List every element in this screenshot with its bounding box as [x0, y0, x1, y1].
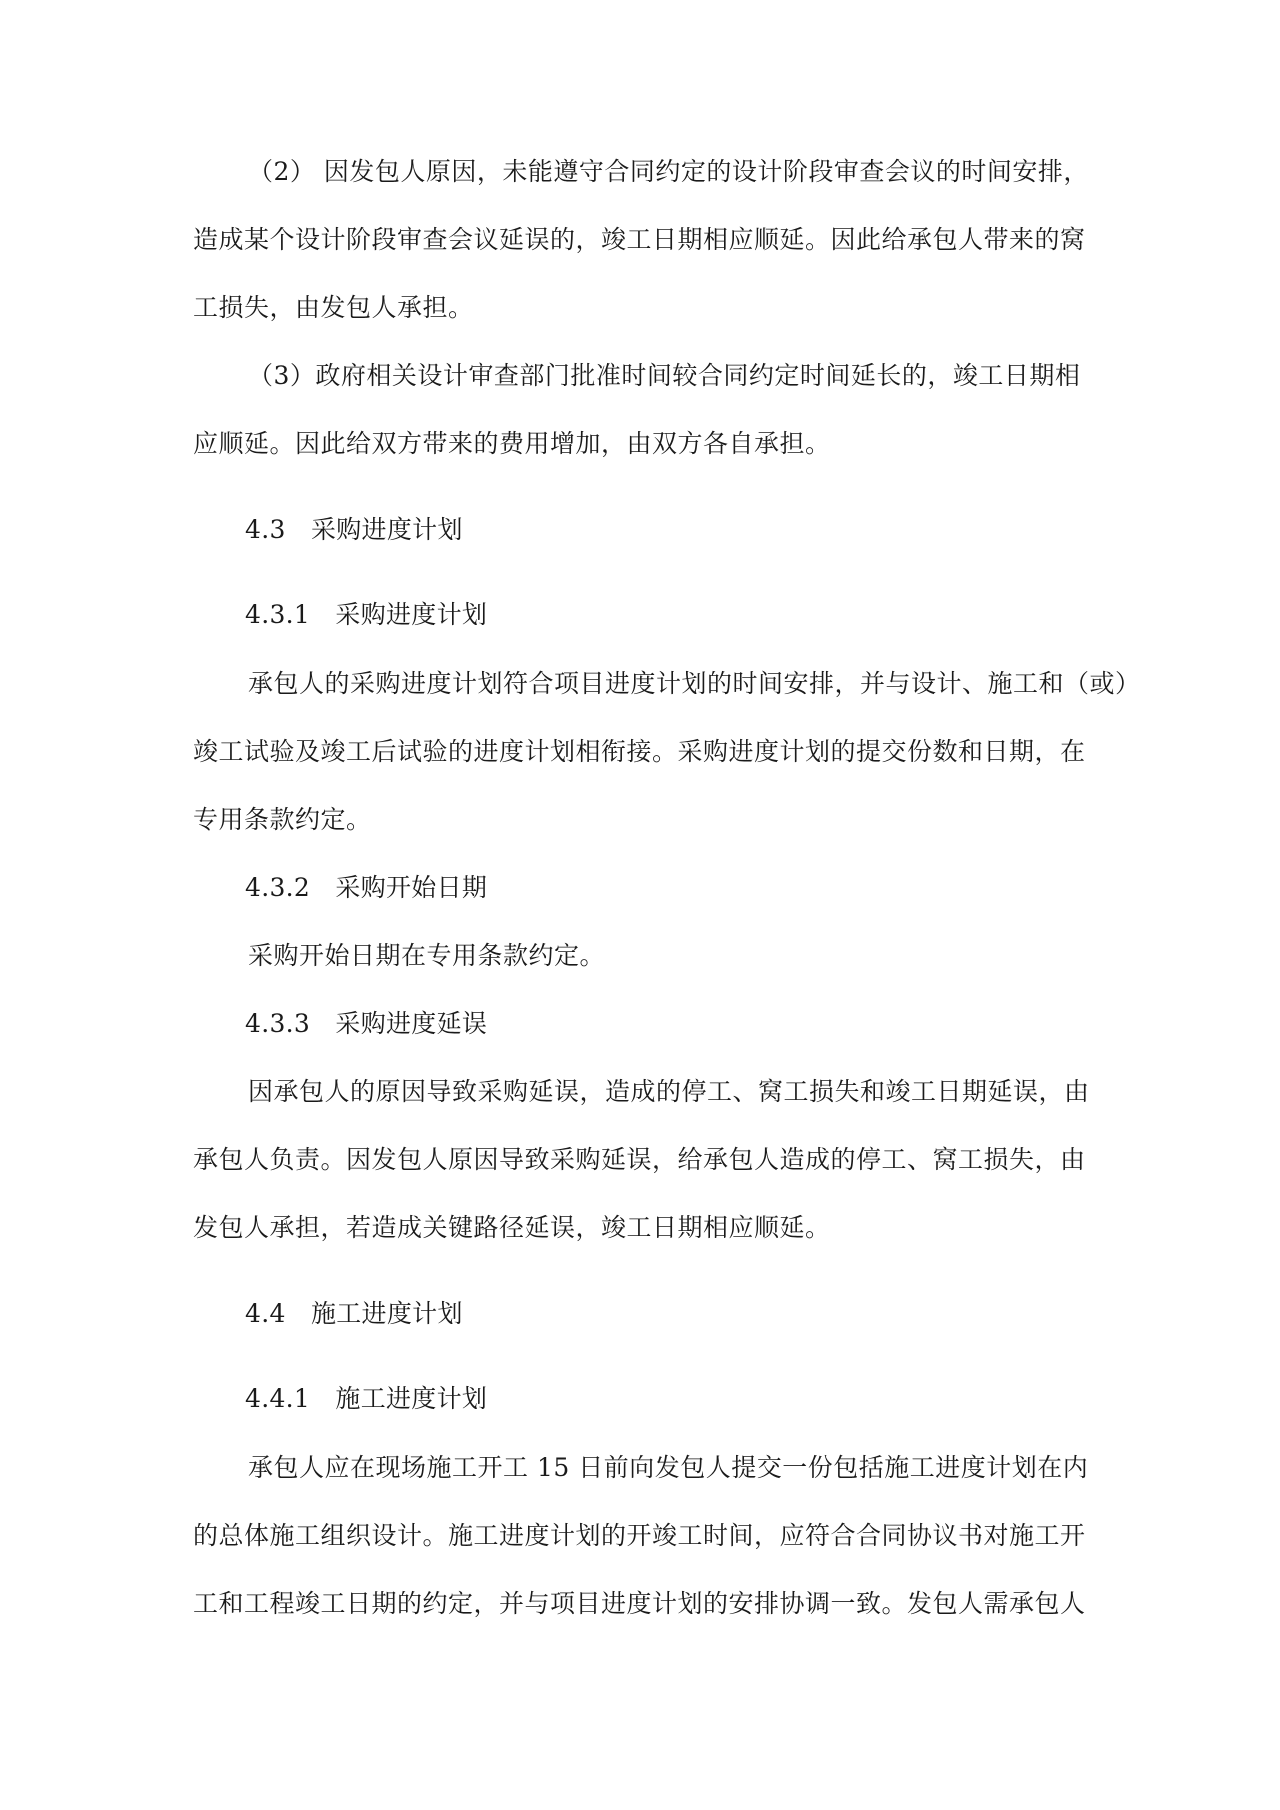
paragraph-line: 承包人应在现场施工开工 15 日前向发包人提交一份包括施工进度计划在内: [248, 1453, 1089, 1482]
paragraph-line: 发包人承担，若造成关键路径延误，竣工日期相应顺延。: [193, 1213, 831, 1242]
paragraph-line: 专用条款约定。: [193, 805, 372, 834]
paragraph-line: 工和工程竣工日期的约定，并与项目进度计划的安排协调一致。发包人需承包人: [193, 1589, 1086, 1618]
subsection-heading: 4.3.1 采购进度计划: [245, 600, 488, 629]
subsection-heading: 4.3.2 采购开始日期: [245, 873, 488, 902]
paragraph-line: 的总体施工组织设计。施工进度计划的开竣工时间，应符合合同协议书对施工开: [193, 1521, 1086, 1550]
paragraph-line: 工损失，由发包人承担。: [193, 293, 474, 322]
paragraph-line: （2） 因发包人原因，未能遵守合同约定的设计阶段审查会议的时间安排，: [248, 157, 1089, 186]
subsection-heading: 4.4.1 施工进度计划: [245, 1384, 488, 1413]
paragraph-line: 因承包人的原因导致采购延误，造成的停工、窝工损失和竣工日期延误，由: [248, 1077, 1090, 1106]
paragraph-line: 竣工试验及竣工后试验的进度计划相衔接。采购进度计划的提交份数和日期，在: [193, 737, 1086, 766]
paragraph-line: 应顺延。因此给双方带来的费用增加，由双方各自承担。: [193, 429, 831, 458]
section-heading: 4.4 施工进度计划: [245, 1299, 463, 1328]
subsection-heading: 4.3.3 采购进度延误: [245, 1009, 488, 1038]
paragraph-line: 承包人负责。因发包人原因导致采购延误，给承包人造成的停工、窝工损失，由: [193, 1145, 1086, 1174]
section-heading: 4.3 采购进度计划: [245, 515, 463, 544]
paragraph-line: 采购开始日期在专用条款约定。: [248, 941, 606, 970]
paragraph-line: （3）政府相关设计审查部门批准时间较合同约定时间延长的，竣工日期相: [248, 361, 1081, 390]
paragraph-line: 造成某个设计阶段审查会议延误的，竣工日期相应顺延。因此给承包人带来的窝: [193, 225, 1086, 254]
paragraph-line: 承包人的采购进度计划符合项目进度计划的时间安排，并与设计、施工和（或）: [248, 669, 1141, 698]
